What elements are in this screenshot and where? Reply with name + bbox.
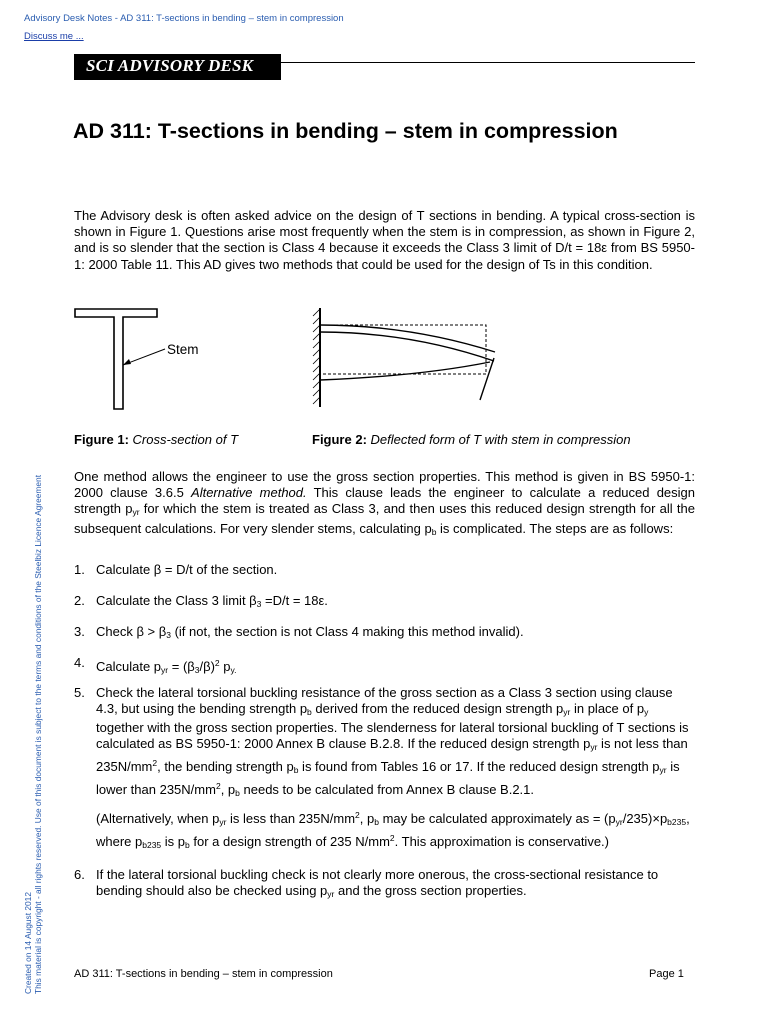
figures-drawing xyxy=(70,300,500,410)
figure-2-caption: Figure 2: Deflected form of T with stem in compression xyxy=(312,432,631,447)
breadcrumb: Advisory Desk Notes - AD 311: T-sections in bending – stem in compression xyxy=(24,13,344,24)
copyright-side-note: Created on 14 August 2012 This material is copyright - all rights reserved. Use of this document is subject to the terms and conditions of the Steelbiz Licence Agreement xyxy=(23,474,43,994)
stem-label: Stem xyxy=(167,342,199,357)
t-section-figure xyxy=(75,309,165,409)
banner-rule xyxy=(281,62,695,63)
deflected-t-figure xyxy=(313,308,495,407)
page-title: AD 311: T-sections in bending – stem in compression xyxy=(73,119,618,143)
page-number: Page 1 xyxy=(649,968,684,980)
banner-title: SCI ADVISORY DESK xyxy=(86,56,254,75)
method-paragraph: One method allows the engineer to use the gross section properties. This method is given in BS 5950-1: 2000 clause 3.6.5 Alternative method. This clause leads the engineer to calculate a reduced design strength $p_{yr}$ for which the stem is treated as Class 3, and then uses this reduced design strength for all the subsequent calculations. For very slender stems, calculating $p_b$ is complicated. The steps are as follows: xyxy=(74,469,696,537)
figure-1-caption: Figure 1: Cross-section of T xyxy=(74,432,239,447)
intro-paragraph: The Advisory desk is often asked advice on the design of T sections in bending. A typical cross-section is shown in Figure 1. Questions arise most frequently when the stem is in compression, as shown in Figure 2, and is so slender that the section is Class 4 because it exceeds the Class 3 limit of D/t = 18ε from BS 5950-1: 2000 Table 11. This AD gives two methods that could be used for the design of Ts in this condition. xyxy=(74,208,695,272)
discuss-link[interactable]: Discuss me ... xyxy=(24,31,84,42)
footer-title: AD 311: T-sections in bending – stem in compression xyxy=(74,968,333,980)
